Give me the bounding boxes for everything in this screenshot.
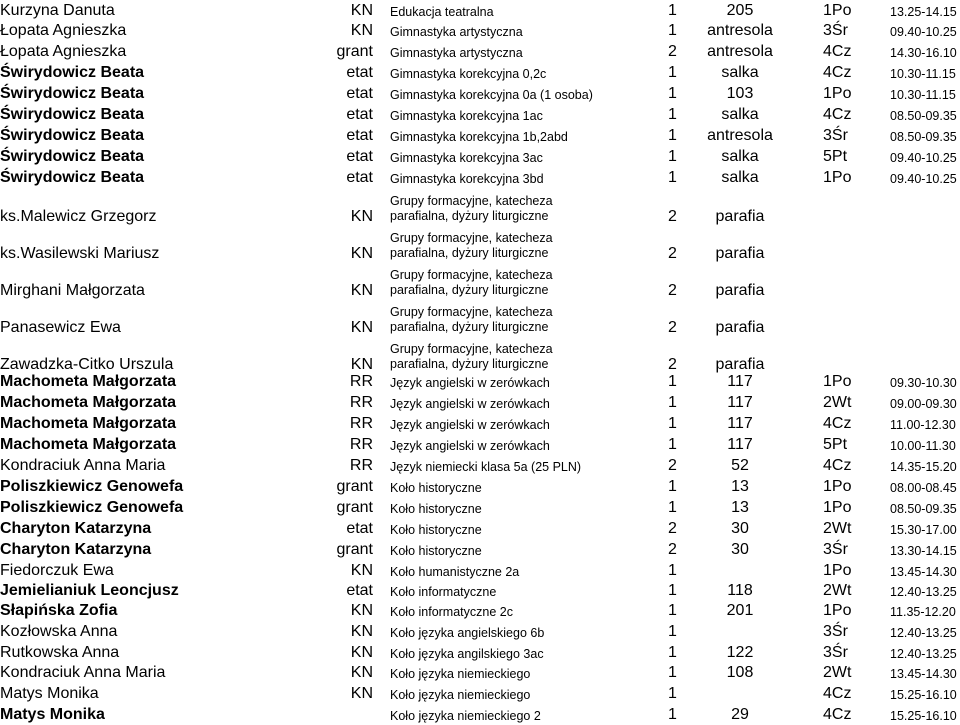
time-range: 13.25-14.15: [890, 5, 957, 19]
table-row: [0, 371, 960, 392]
subject: Koło języka angilskiego 3ac: [390, 647, 544, 661]
subject: Gimnastyka korekcyjna 1ac: [390, 109, 543, 123]
group-number: 1: [668, 22, 677, 39]
employment-type: KN: [350, 644, 373, 661]
room: 117: [727, 373, 753, 390]
subject: Koło języka niemieckiego 2: [390, 709, 541, 723]
room: parafia: [715, 245, 765, 262]
subject: Koło historyczne: [390, 544, 482, 558]
table-row: [0, 642, 960, 662]
time-range: 09.40-10.25: [890, 172, 957, 186]
table-row: [0, 146, 960, 167]
table-row: [0, 104, 960, 125]
weekday: 3Śr: [823, 623, 848, 640]
subject: Koło języka niemieckiego: [390, 667, 531, 681]
employment-type: KN: [350, 356, 373, 373]
time-range: 09.40-10.25: [890, 25, 957, 39]
group-number: 1: [668, 85, 677, 102]
subject-line-1: Grupy formacyjne, katecheza: [390, 268, 553, 282]
weekday: 4Cz: [823, 64, 852, 81]
group-number: 2: [668, 356, 677, 373]
name: Łopata Agnieszka: [0, 43, 127, 60]
employment-type: grant: [336, 499, 373, 516]
weekday: 5Pt: [823, 436, 848, 453]
employment-type: etat: [346, 169, 373, 186]
employment-type: etat: [346, 106, 373, 123]
table-row: [0, 580, 960, 600]
table-row: [0, 600, 960, 621]
room: 13: [731, 499, 749, 516]
subject: Gimnastyka artystyczna: [390, 25, 523, 39]
subject: Gimnastyka korekcyjna 3ac: [390, 151, 543, 165]
group-number: 1: [668, 644, 677, 661]
weekday: 3Śr: [823, 127, 848, 144]
group-number: 1: [668, 436, 677, 453]
weekday: 1Po: [823, 2, 852, 19]
employment-type: RR: [349, 373, 373, 390]
group-number: 1: [668, 562, 677, 579]
group-number: 2: [668, 457, 677, 474]
subject-line-2: parafialna, dyżury liturgiczne: [390, 320, 549, 334]
weekday: 2Wt: [823, 582, 852, 599]
subject: Koło historyczne: [390, 523, 482, 537]
employment-type: etat: [346, 582, 373, 599]
subject: Język angielski w zerówkach: [390, 397, 550, 411]
employment-type: KN: [350, 282, 373, 299]
group-number: 1: [668, 2, 677, 19]
weekday: 4Cz: [823, 706, 852, 723]
name: Mirghani Małgorzata: [0, 282, 145, 299]
employment-type: RR: [349, 415, 373, 432]
group-number: 2: [668, 245, 677, 262]
weekday: 1Po: [823, 602, 852, 619]
weekday: 1Po: [823, 562, 852, 579]
group-number: 1: [668, 169, 677, 186]
room: salka: [721, 169, 759, 186]
weekday: 4Cz: [823, 685, 852, 702]
table-row: [0, 20, 960, 41]
table-row: [0, 227, 960, 264]
name: Zawadzka-Citko Urszula: [0, 356, 174, 373]
room: parafia: [715, 356, 765, 373]
time-range: 14.30-16.10: [890, 46, 957, 60]
room: antresola: [707, 127, 773, 144]
weekday: 1Po: [823, 373, 852, 390]
name: Świrydowicz Beata: [0, 148, 145, 165]
time-range: 15.25-16.10: [890, 688, 957, 702]
weekday: 3Śr: [823, 541, 848, 558]
weekday: 3Śr: [823, 644, 848, 661]
name: Matys Monika: [0, 685, 99, 702]
name: Łopata Agnieszka: [0, 22, 127, 39]
subject: Koło informatyczne: [390, 585, 497, 599]
room: salka: [721, 106, 759, 123]
room: 201: [726, 602, 754, 619]
name: Rutkowska Anna: [0, 644, 120, 661]
name: Poliszkiewicz Genowefa: [0, 499, 184, 516]
room: 29: [731, 706, 749, 723]
table-row: [0, 0, 960, 20]
table-row: [0, 539, 960, 560]
group-number: 1: [668, 602, 677, 619]
group-number: 1: [668, 706, 677, 723]
table-row: [0, 621, 960, 642]
subject: Koło języka niemieckiego: [390, 688, 531, 702]
employment-type: KN: [350, 685, 373, 702]
name: Machometa Małgorzata: [0, 373, 177, 390]
table-row: [0, 83, 960, 104]
group-number: 2: [668, 520, 677, 537]
table-row: [0, 125, 960, 146]
name: Machometa Małgorzata: [0, 394, 177, 411]
time-range: 12.40-13.25: [890, 647, 957, 661]
employment-type: etat: [346, 64, 373, 81]
name: Słapińska Zofia: [0, 602, 118, 619]
time-range: 08.00-08.45: [890, 481, 957, 495]
group-number: 1: [668, 499, 677, 516]
employment-type: RR: [349, 457, 373, 474]
room: parafia: [715, 319, 765, 336]
weekday: 2Wt: [823, 394, 852, 411]
group-number: 1: [668, 478, 677, 495]
table-row: [0, 190, 960, 227]
weekday: 2Wt: [823, 664, 852, 681]
group-number: 1: [668, 148, 677, 165]
name: Jemielianiuk Leoncjusz: [0, 582, 179, 599]
table-row: [0, 167, 960, 188]
group-number: 1: [668, 394, 677, 411]
time-range: 09.30-10.30: [890, 376, 957, 390]
group-number: 1: [668, 664, 677, 681]
employment-type: etat: [346, 520, 373, 537]
name: Kozłowska Anna: [0, 623, 118, 640]
time-range: 10.30-11.15: [890, 88, 956, 102]
weekday: 3Śr: [823, 22, 848, 39]
weekday: 5Pt: [823, 148, 848, 165]
time-range: 13.45-14.30: [890, 565, 957, 579]
name: ks.Malewicz Grzegorz: [0, 208, 157, 225]
weekday: 4Cz: [823, 43, 852, 60]
subject: Język angielski w zerówkach: [390, 376, 550, 390]
name: Charyton Katarzyna: [0, 541, 152, 558]
subject: Gimnastyka artystyczna: [390, 46, 523, 60]
weekday: 4Cz: [823, 106, 852, 123]
name: Świrydowicz Beata: [0, 85, 145, 102]
room: parafia: [715, 282, 765, 299]
table-row: [0, 476, 960, 497]
subject: Język angielski w zerówkach: [390, 418, 550, 432]
room: antresola: [707, 22, 773, 39]
employment-type: KN: [350, 22, 373, 39]
table-row: [0, 301, 960, 338]
room: 108: [726, 664, 754, 681]
name: Machometa Małgorzata: [0, 436, 177, 453]
employment-type: KN: [350, 245, 373, 262]
subject-line-1: Grupy formacyjne, katecheza: [390, 194, 553, 208]
name: ks.Wasilewski Mariusz: [0, 245, 160, 262]
employment-type: grant: [336, 43, 373, 60]
subject: Koło humanistyczne 2a: [390, 565, 520, 579]
table-row: [0, 662, 960, 683]
table-row: [0, 704, 960, 725]
group-number: 2: [668, 43, 677, 60]
name: Kondraciuk Anna Maria: [0, 457, 166, 474]
employment-type: KN: [350, 623, 373, 640]
name: Charyton Katarzyna: [0, 520, 152, 537]
weekday: 1Po: [823, 499, 852, 516]
name: Fiedorczuk Ewa: [0, 562, 114, 579]
table-row: [0, 392, 960, 413]
subject: Gimnastyka korekcyjna 3bd: [390, 172, 544, 186]
group-number: 1: [668, 127, 677, 144]
room: 117: [727, 436, 753, 453]
name: Poliszkiewicz Genowefa: [0, 478, 184, 495]
table-row: [0, 434, 960, 455]
table-row: [0, 41, 960, 62]
subject: Gimnastyka korekcyjna 1b,2abd: [390, 130, 568, 144]
room: antresola: [707, 43, 773, 60]
subject-line-1: Grupy formacyjne, katecheza: [390, 231, 553, 245]
table-row: [0, 338, 960, 375]
subject: Język niemiecki klasa 5a (25 PLN): [390, 460, 582, 474]
employment-type: KN: [350, 2, 373, 19]
room: salka: [721, 148, 759, 165]
employment-type: etat: [346, 127, 373, 144]
name: Machometa Małgorzata: [0, 415, 177, 432]
time-range: 08.50-09.35: [890, 130, 957, 144]
employment-type: grant: [336, 541, 373, 558]
room: 30: [731, 520, 749, 537]
time-range: 12.40-13.25: [890, 585, 957, 599]
table-row: [0, 560, 960, 581]
subject: Koło języka angielskiego 6b: [390, 626, 545, 640]
employment-type: KN: [350, 664, 373, 681]
time-range: 13.30-14.15: [890, 544, 957, 558]
subject: Gimnastyka korekcyjna 0,2c: [390, 67, 547, 81]
room: 117: [727, 415, 753, 432]
employment-type: KN: [350, 208, 373, 225]
name: Kurzyna Danuta: [0, 2, 115, 19]
time-range: 10.00-11.30: [890, 439, 956, 453]
name: Świrydowicz Beata: [0, 106, 145, 123]
table-row: [0, 683, 960, 704]
table-row: [0, 62, 960, 83]
subject: Koło historyczne: [390, 481, 482, 495]
time-range: 09.40-10.25: [890, 151, 957, 165]
time-range: 09.00-09.30: [890, 397, 957, 411]
group-number: 1: [668, 415, 677, 432]
time-range: 12.40-13.25: [890, 626, 957, 640]
group-number: 2: [668, 541, 677, 558]
table-row: [0, 518, 960, 539]
room: 52: [731, 457, 749, 474]
weekday: 1Po: [823, 169, 852, 186]
time-range: 15.25-16.10: [890, 709, 957, 723]
employment-type: etat: [346, 148, 373, 165]
employment-type: etat: [346, 85, 373, 102]
name: Świrydowicz Beata: [0, 64, 145, 81]
time-range: 10.30-11.15: [890, 67, 956, 81]
group-number: 1: [668, 685, 677, 702]
table-row: [0, 497, 960, 518]
employment-type: KN: [350, 602, 373, 619]
room: 122: [726, 644, 754, 661]
time-range: 15.30-17.00: [890, 523, 957, 537]
weekday: 4Cz: [823, 457, 852, 474]
room: 118: [727, 582, 753, 599]
name: Świrydowicz Beata: [0, 169, 145, 186]
name: Matys Monika: [0, 706, 105, 723]
subject-line-2: parafialna, dyżury liturgiczne: [390, 283, 549, 297]
room: 103: [726, 85, 754, 102]
subject-line-2: parafialna, dyżury liturgiczne: [390, 246, 549, 260]
employment-type: RR: [349, 394, 373, 411]
time-range: 14.35-15.20: [890, 460, 957, 474]
weekday: 4Cz: [823, 415, 852, 432]
subject: Koło historyczne: [390, 502, 482, 516]
subject-line-2: parafialna, dyżury liturgiczne: [390, 209, 549, 223]
subject-line-1: Grupy formacyjne, katecheza: [390, 305, 553, 319]
subject: Język angielski w zerówkach: [390, 439, 550, 453]
weekday: 1Po: [823, 85, 852, 102]
employment-type: grant: [336, 478, 373, 495]
room: 30: [731, 541, 749, 558]
weekday: 2Wt: [823, 520, 852, 537]
subject-line-1: Grupy formacyjne, katecheza: [390, 342, 553, 356]
time-range: 13.45-14.30: [890, 667, 957, 681]
employment-type: KN: [350, 319, 373, 336]
time-range: 08.50-09.35: [890, 502, 957, 516]
name: Kondraciuk Anna Maria: [0, 664, 166, 681]
group-number: 2: [668, 282, 677, 299]
group-number: 1: [668, 64, 677, 81]
group-number: 1: [668, 582, 677, 599]
table-row: [0, 455, 960, 476]
group-number: 1: [668, 623, 677, 640]
name: Świrydowicz Beata: [0, 127, 145, 144]
group-number: 2: [668, 319, 677, 336]
weekday: 1Po: [823, 478, 852, 495]
group-number: 1: [668, 373, 677, 390]
table-row: [0, 413, 960, 434]
name: Panasewicz Ewa: [0, 319, 121, 336]
room: 205: [726, 2, 754, 19]
employment-type: RR: [349, 436, 373, 453]
subject: Koło informatyczne 2c: [390, 605, 513, 619]
time-range: 08.50-09.35: [890, 109, 957, 123]
table-row: [0, 264, 960, 301]
subject: Edukacja teatralna: [390, 5, 494, 19]
subject: Gimnastyka korekcyjna 0a (1 osoba): [390, 88, 593, 102]
time-range: 11.00-12.30: [890, 418, 956, 432]
time-range: 11.35-12.20: [890, 605, 956, 619]
group-number: 2: [668, 208, 677, 225]
group-number: 1: [668, 106, 677, 123]
employment-type: KN: [350, 562, 373, 579]
room: parafia: [715, 208, 765, 225]
room: 13: [731, 478, 749, 495]
subject-line-2: parafialna, dyżury liturgiczne: [390, 357, 549, 371]
room: 117: [727, 394, 753, 411]
room: salka: [721, 64, 759, 81]
